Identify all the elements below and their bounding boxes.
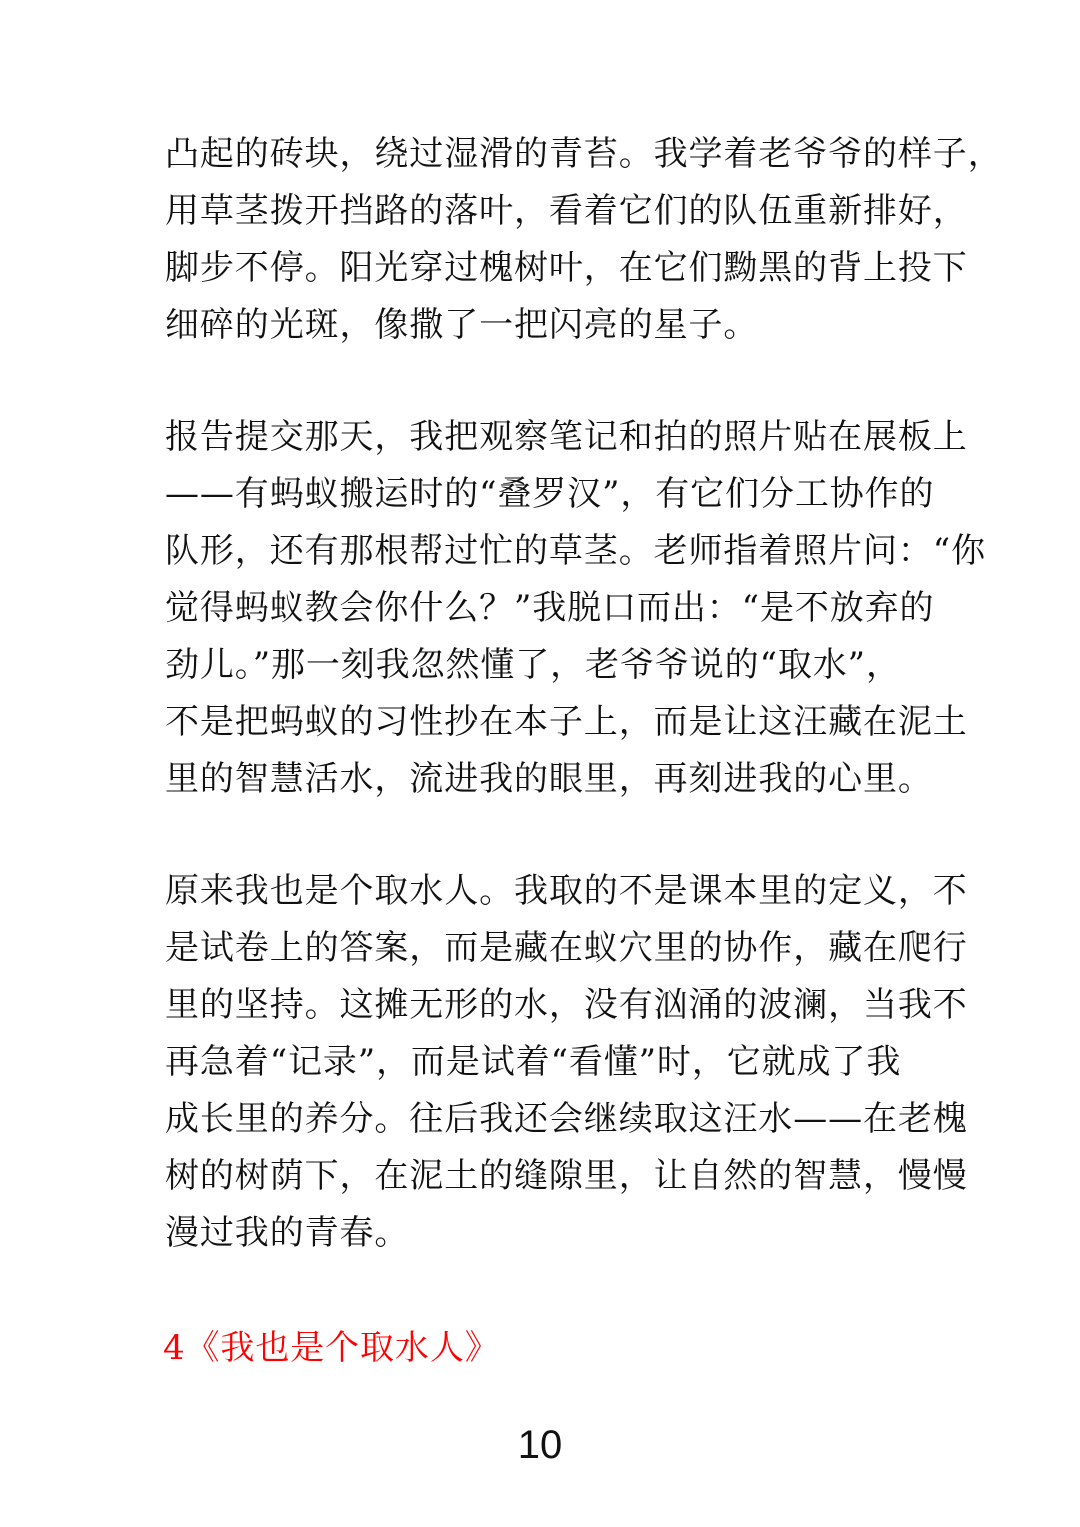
page-number: 10 bbox=[517, 1423, 563, 1467]
paragraph-line: 用草茎拨开挡路的落叶，看着它们的队伍重新排好， bbox=[165, 191, 968, 231]
paragraph-line: 凸起的砖块，绕过湿滑的青苔。我学着老爷爷的样子， bbox=[165, 134, 1003, 174]
section-heading: 4《我也是个取水人》 bbox=[163, 1328, 500, 1368]
paragraph-line: 成长里的养分。往后我还会继续取这汪水——在老槐 bbox=[165, 1099, 968, 1139]
paragraph-line: 细碎的光斑，像撒了一把闪亮的星子。 bbox=[165, 305, 759, 345]
paragraph-line: 报告提交那天，我把观察笔记和拍的照片贴在展板上 bbox=[165, 417, 968, 457]
paragraph-line: 原来我也是个取水人。我取的不是课本里的定义，不 bbox=[165, 871, 968, 911]
paragraph-line: 漫过我的青春。 bbox=[165, 1213, 410, 1253]
paragraph-line: 再急着“记录”，而是试着“看懂”时，它就成了我 bbox=[165, 1042, 902, 1082]
paragraph-line: 是试卷上的答案，而是藏在蚁穴里的协作，藏在爬行 bbox=[165, 928, 968, 968]
paragraph-line: 里的智慧活水，流进我的眼里，再刻进我的心里。 bbox=[165, 759, 933, 799]
paragraph-line: 队形，还有那根帮过忙的草茎。老师指着照片问：“你 bbox=[165, 531, 986, 571]
paragraph-line: 树的树荫下，在泥土的缝隙里，让自然的智慧，慢慢 bbox=[165, 1156, 968, 1196]
paragraph-2 bbox=[165, 409, 986, 808]
paragraph-line: 不是把蚂蚁的习性抄在本子上，而是让这汪藏在泥土 bbox=[165, 702, 968, 742]
paragraph-line: 里的坚持。这摊无形的水，没有汹涌的波澜，当我不 bbox=[165, 985, 968, 1025]
paragraph-line: ——有蚂蚁搬运时的“叠罗汉”，有它们分工协作的 bbox=[165, 474, 935, 514]
paragraph-1 bbox=[165, 126, 1003, 354]
paragraph-3 bbox=[165, 863, 968, 1262]
body-text bbox=[165, 126, 1003, 1262]
paragraph-line: 觉得蚂蚁教会你什么？”我脱口而出：“是不放弃的 bbox=[165, 588, 935, 628]
paragraph-line: 脚步不停。阳光穿过槐树叶，在它们黝黑的背上投下 bbox=[165, 248, 968, 288]
paragraph-line: 劲儿。”那一刻我忽然懂了，老爷爷说的“取水”， bbox=[165, 645, 901, 685]
